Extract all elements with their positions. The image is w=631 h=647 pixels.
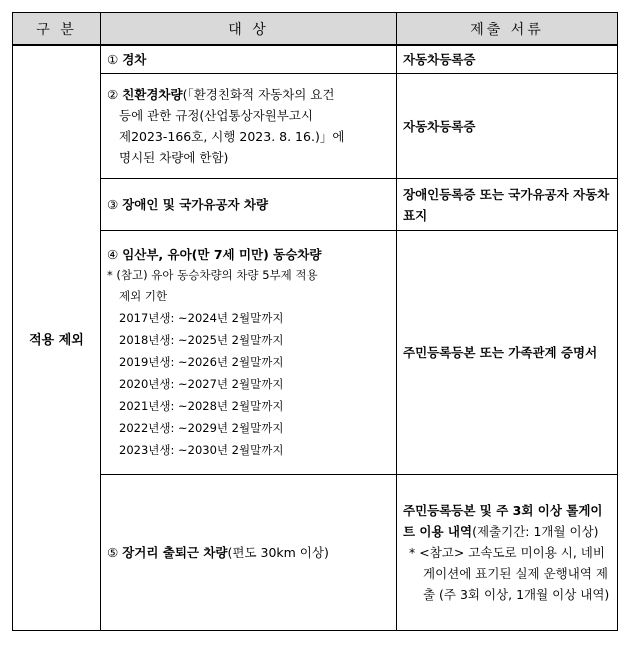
header-target: 대 상 xyxy=(101,13,397,46)
table-row xyxy=(13,179,618,231)
table-row xyxy=(13,45,618,74)
year-line: 2020년생: ~2027년 2월말까지 xyxy=(119,377,284,391)
item-number: ② xyxy=(107,87,119,102)
category-cell: 적용 제외 xyxy=(13,45,101,631)
item-number: ① xyxy=(107,52,119,67)
header-row xyxy=(13,13,618,46)
year-line: 2022년생: ~2029년 2월말까지 xyxy=(119,421,284,435)
year-line: 2017년생: ~2024년 2월말까지 xyxy=(119,311,284,325)
document-main: 주민등록등본 및 주 3회 이상 톨게이트 이용 내역 xyxy=(403,503,603,539)
year-line: 2023년생: ~2030년 2월말까지 xyxy=(119,443,284,457)
document-cell: 주민등록등본 또는 가족관계 증명서 xyxy=(397,231,618,475)
item-detail-line: 등에 관한 규정(산업통상자원부고시 xyxy=(119,108,313,123)
header-category: 구 분 xyxy=(13,13,101,46)
item-title-suffix: (편도 30km 이상) xyxy=(227,545,329,560)
item-detail-line: 명시된 차량에 한함) xyxy=(119,150,229,165)
item-number: ④ xyxy=(107,247,119,262)
item-detail-line: (「환경친화적 자동차의 요건 xyxy=(182,87,335,102)
document-cell: 자동차등록증 xyxy=(397,74,618,179)
exemption-table xyxy=(12,12,618,631)
document-cell: 자동차등록증 xyxy=(397,45,618,74)
header-documents: 제출 서류 xyxy=(397,13,618,46)
table-row xyxy=(13,475,618,631)
document-period: (제출기간: 1개월 이상) xyxy=(472,524,599,539)
year-line: 2019년생: ~2026년 2월말까지 xyxy=(119,355,284,369)
document-cell xyxy=(397,475,618,631)
item-title: 장거리 출퇴근 차량 xyxy=(122,545,228,560)
year-line: 2018년생: ~2025년 2월말까지 xyxy=(119,333,284,347)
note-line: 제외 기한 xyxy=(119,289,168,303)
note-line: * (참고) 유아 동승차량의 차량 5부제 적용 xyxy=(107,268,318,282)
item-title: 경차 xyxy=(122,52,147,67)
target-cell xyxy=(101,74,397,179)
item-number: ③ xyxy=(107,197,119,212)
target-cell xyxy=(101,45,397,74)
table-row xyxy=(13,231,618,475)
document-note: * <참고> 고속도로 미이용 시, 네비게이션에 표기된 실제 운행내역 제출 (주 3회 이상, 1개월 이상 내역) xyxy=(409,545,610,602)
year-line: 2021년생: ~2028년 2월말까지 xyxy=(119,399,284,413)
target-cell xyxy=(101,179,397,231)
item-number: ⑤ xyxy=(107,545,119,560)
document-cell: 장애인등록증 또는 국가유공자 자동차 표지 xyxy=(397,179,618,231)
item-title: 친환경차량 xyxy=(122,87,183,102)
item-detail-line: 제2023-166호, 시행 2023. 8. 16.)」에 xyxy=(119,129,345,144)
item-title: 임산부, 유아(만 7세 미만) 동승차량 xyxy=(122,247,322,262)
table-row xyxy=(13,74,618,179)
target-cell xyxy=(101,475,397,631)
target-cell xyxy=(101,231,397,475)
item-title: 장애인 및 국가유공자 차량 xyxy=(122,197,269,212)
